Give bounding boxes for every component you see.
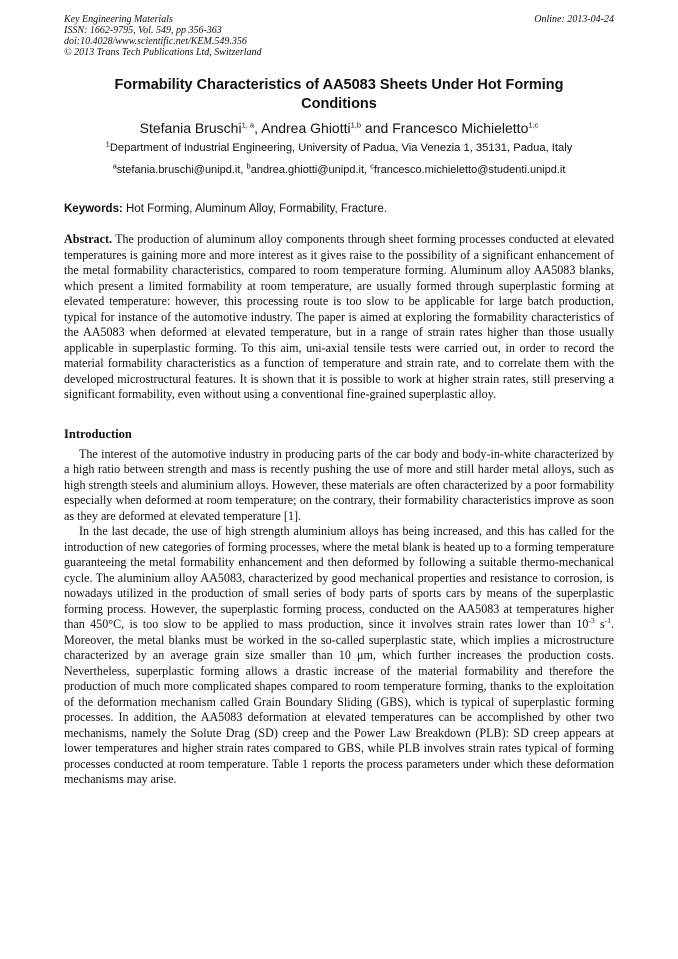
abstract — [64, 232, 614, 403]
paragraph-text: . Moreover, the metal blanks must be worked in the so-called superplastic state, which implies a microstructure characterized by an average grain size smaller than 10 μm, which further increases the production costs. Nevertheless, superplastic forming allows a drastic increase of the material formability and therefore the production of much more complicated shapes compared to room temperature forming, thanks to the exploitation of the deformation mechanism called Grain Boundary Sliding (GBS), which is typical of superplastic forming processes. In addition, the AA5083 deformation at elevated temperatures can be accomplished by other two mechanisms, namely the Solute Drag (SD) creep and the Power Law Breakdown (PLB): SD creep appears at lower temperatures and higher strain rates compared to GBS, while PLB involves strain rates typical of forming processes conducted at room temperature. Table 1 reports the process parameters under which these deformation mechanisms may arise. — [64, 617, 615, 786]
keywords — [64, 202, 614, 217]
abstract-label: Abstract. — [64, 232, 113, 246]
email-link[interactable]: andrea.ghiotti@unipd.it, — [250, 164, 371, 176]
journal-doi: doi:10.4028/www.scientific.net/KEM.549.356 — [64, 36, 247, 47]
email-mark: a — [112, 161, 117, 171]
keywords-text: Hot Forming, Aluminum Alloy, Formability, Fracture. — [122, 203, 387, 215]
journal-header — [64, 14, 614, 58]
introduction-heading: Introduction — [64, 426, 132, 441]
journal-issn: ISSN: 1662-9795, Vol. 549, pp 356-363 — [64, 25, 222, 36]
paragraph-text: In the last decade, the use of high strength aluminium alloys has being increased, and this has called for the introduction of new categories of forming processes, where the metal blank is heated up to a forming temperature guaranteeing the metal formability enhancement and then deformed by following a suitable thermo-mechanical cycle. The aluminium alloy AA5083, characterized by good mechanical properties and resistance to corrosion, is nowadays utilized in the production of small series of body parts of sports cars by means of the superplastic forming process. However, the superplastic forming process, conducted on the AA5083 at temperatures higher than 450°C, is too slow to be applied to mass production, since it involves strain rates lower than 10 — [64, 524, 614, 631]
exponent: -1 — [604, 615, 611, 625]
author-affiliation-mark: 1, a — [241, 120, 255, 130]
online-date: Online: 2013-04-24 — [534, 14, 614, 25]
author-name: Andrea Ghiotti — [261, 120, 351, 136]
abstract-text: The production of aluminum alloy components through sheet forming processes conducted at elevated temperatures is gaining more and more interest as it gives raise to the possibility of a significant enhancement of the metal formability characteristics, compared to room temperature forming. Aluminum alloy AA5083 blanks, which present a limited formability at room temperature, are usually formed through superplastic forming at elevated temperature: however, this processing route is too slow to be applicable for large batch production, typical for instance of the automotive industry. The paper is aimed at exploring the formability characteristics of the AA5083 when deformed at elevated temperature, but in a range of strain rates higher than those usually applicable in superplastic forming. To this aim, uni-axial tensile tests were carried out, in order to record the material formability characteristics as a function of temperature and strain rate, and to correlate them with the developed microstructural features. It is shown that it is possible to work at higher strain rates, still preserving a significant formability, even without using a conventional fine-grained superplastic alloy. — [64, 232, 614, 401]
email-mark: c — [370, 161, 374, 171]
journal-info — [64, 14, 262, 58]
affiliation — [64, 141, 614, 156]
email-list — [64, 163, 614, 178]
author-affiliation-mark: 1,b — [350, 120, 362, 130]
email-mark: b — [246, 161, 251, 171]
author-separator: and — [361, 120, 393, 136]
journal-name: Key Engineering Materials — [64, 14, 173, 25]
author-affiliation-mark: 1,c — [528, 120, 539, 130]
author-separator: , — [254, 120, 262, 136]
affiliation-text: Department of Industrial Engineering, University of Padua, Via Venezia 1, 35131, Padua, Italy — [109, 142, 573, 154]
author-name: Stefania Bruschi — [139, 120, 242, 136]
exponent: -3 — [588, 615, 595, 625]
email-link[interactable]: francesco.michieletto@studenti.unipd.it — [373, 164, 566, 176]
author-list — [64, 119, 614, 137]
introduction-paragraph — [64, 524, 614, 788]
affiliation-mark: 1 — [105, 139, 110, 149]
author-name: Francesco Michieletto — [392, 120, 529, 136]
journal-copyright: © 2013 Trans Tech Publications Ltd, Switzerland — [64, 47, 262, 58]
keywords-label: Keywords: — [64, 203, 123, 215]
paper-title: Formability Characteristics of AA5083 Sheets Under Hot Forming Conditions — [114, 77, 564, 112]
paper-page — [64, 14, 614, 788]
paragraph-text: s — [594, 617, 605, 631]
introduction-paragraph: The interest of the automotive industry in producing parts of the car body and body-in-white characterized by a high ratio between strength and mass is recently pushing the use of more and still harder metal alloys, such as high strength steels and aluminium alloys. However, these materials are often characterized by a poor formability especially when deformed at room temperature; on the contrary, their formability characteristics improve as soon as they are deformed at elevated temperature [1]. — [64, 446, 614, 523]
email-link[interactable]: stefania.bruschi@unipd.it, — [116, 164, 247, 176]
